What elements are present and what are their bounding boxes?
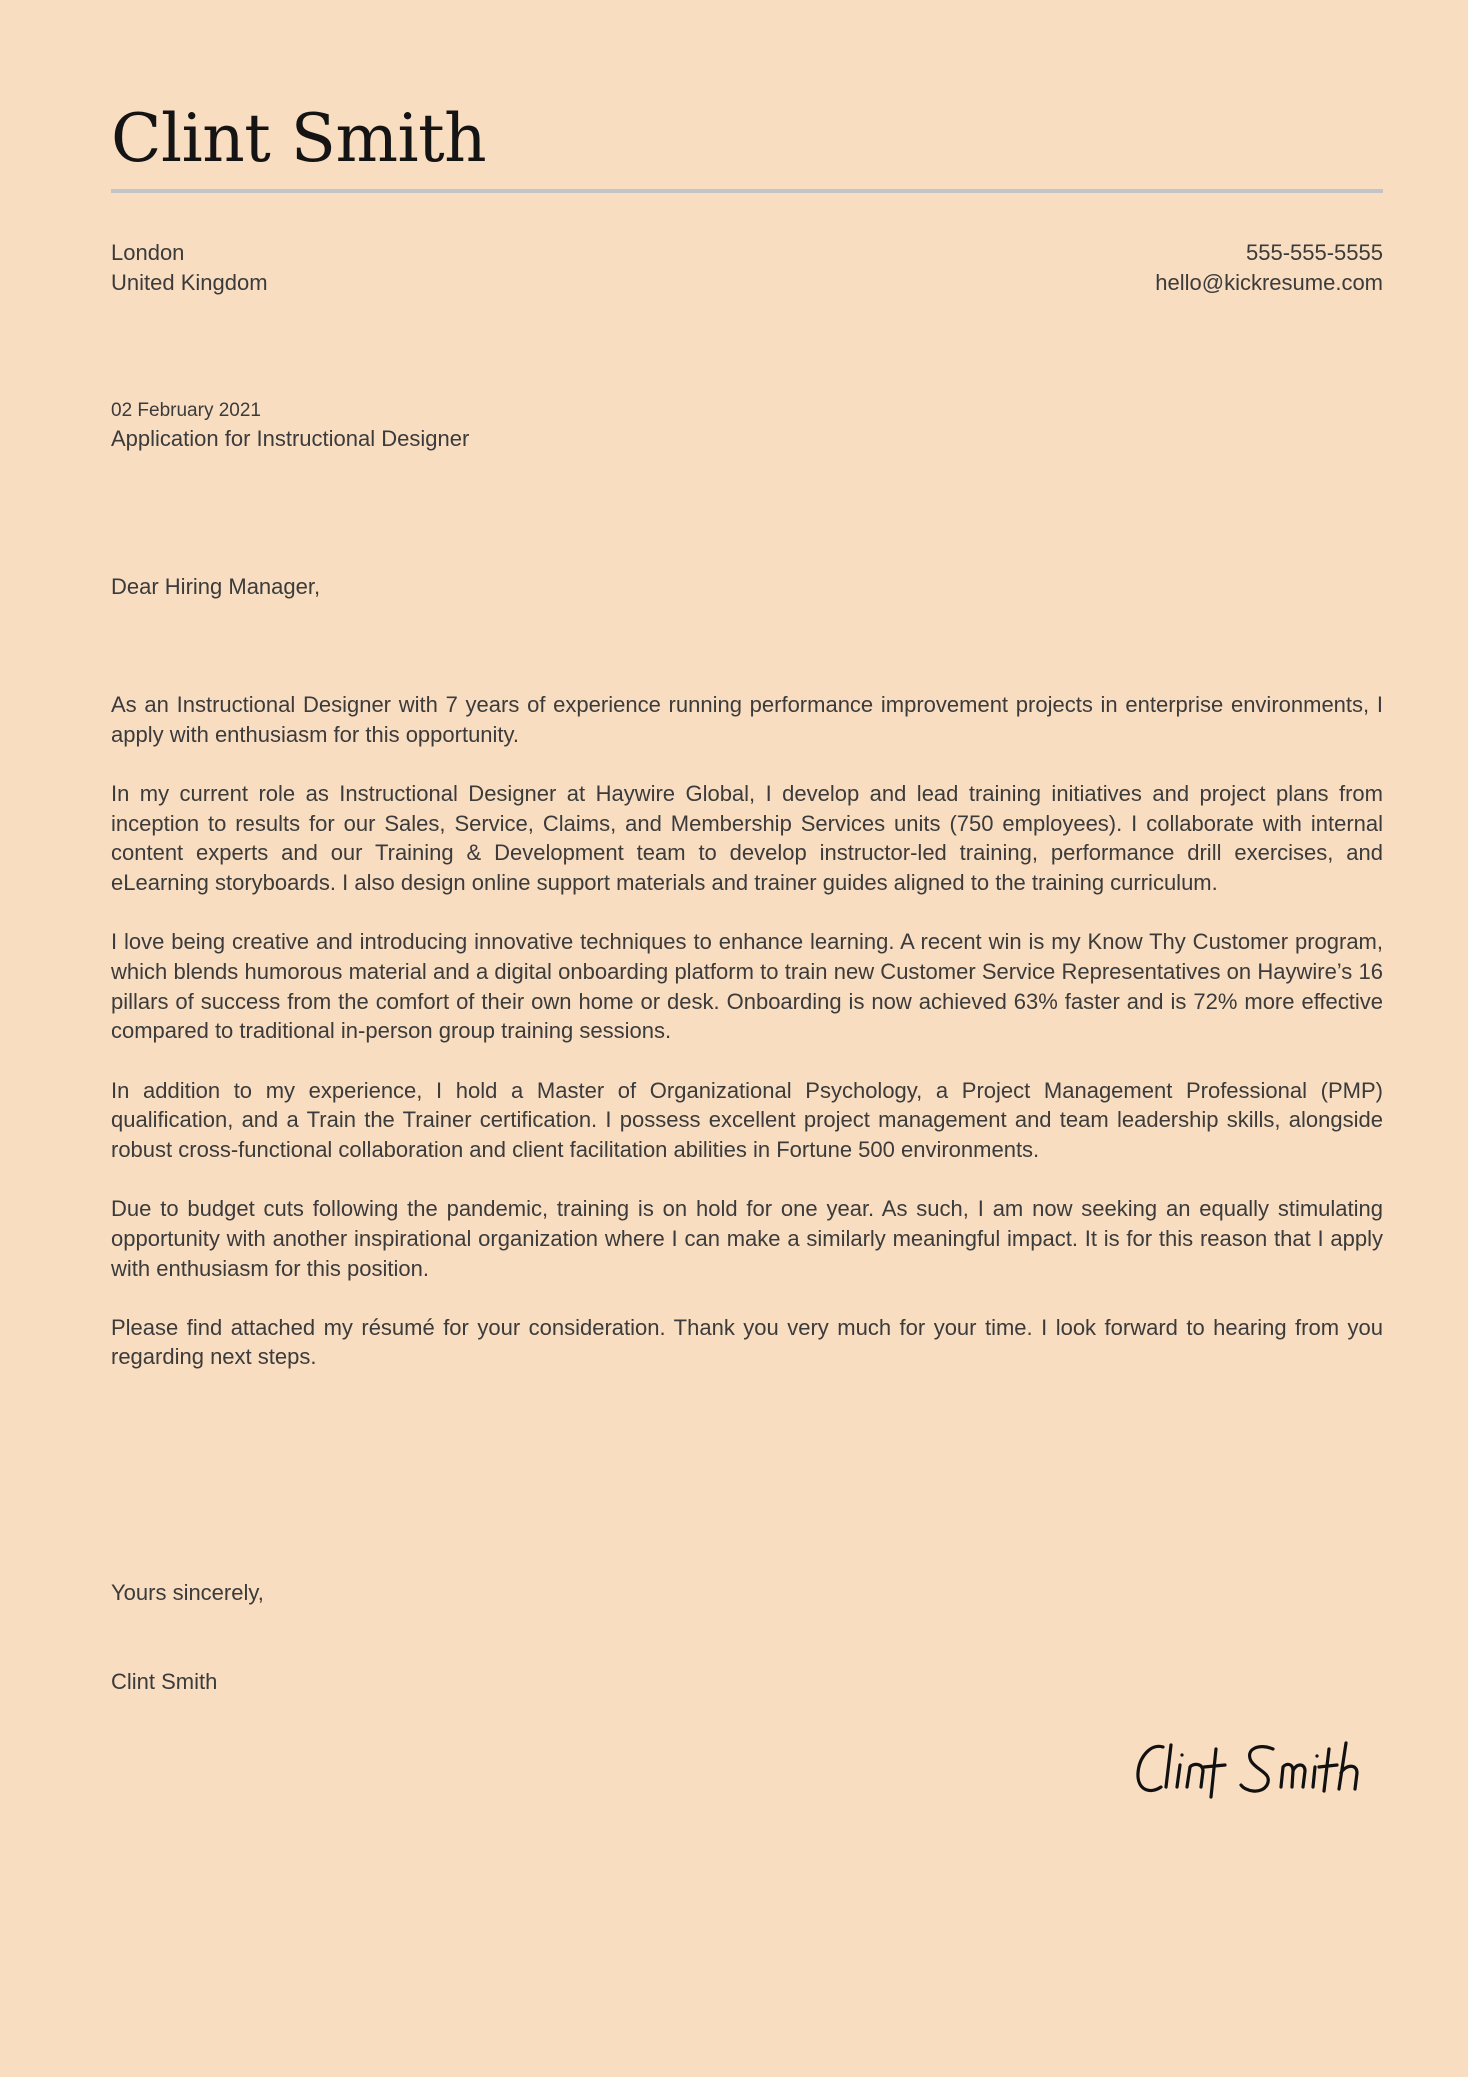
signature-graphic	[1133, 1735, 1383, 1805]
body-paragraph: Please find attached my résumé for your consideration. Thank you very much for your time. I look forward to hearing from you regarding next steps.	[111, 1314, 1383, 1370]
body-paragraph: Due to budget cuts following the pandemic, training is on hold for one year. As such, I am now seeking an equally stimulating opportunity with another inspirational organization where I can make a similarly meaningful impact. It is for this reason that I apply with enthusiasm for this position.	[111, 1196, 1383, 1281]
greeting: Dear Hiring Manager,	[111, 574, 321, 599]
address-block	[111, 238, 268, 298]
city: London	[111, 240, 185, 265]
body-paragraph: In my current role as Instructional Designer at Haywire Global, I develop and lead training initiatives and project plans from inception to results for our Sales, Service, Claims, and Membership Services units (750 employees). I collaborate with internal content experts and our Training & Development team to develop instructor-led training, performance drill exercises, and eLearning storyboards. I also design online support materials and trainer guides aligned to the training curriculum.	[111, 780, 1383, 896]
body-paragraph: In addition to my experience, I hold a Master of Organizational Psychology, a Project Management Professional (PMP) qualification, and a Train the Trainer certification. I possess excellent project management and team leadership skills, alongside robust cross-functional collaboration and client facilitation abilities in Fortune 500 environments.	[111, 1077, 1383, 1162]
handwritten-signature	[1133, 1735, 1383, 1805]
body-paragraph: As an Instructional Designer with 7 years of experience running performance improvement projects in enterprise environments, I apply with enthusiasm for this opportunity.	[111, 692, 1383, 747]
contact-block	[1155, 238, 1383, 298]
closing: Yours sincerely,	[111, 1580, 264, 1605]
signed-name: Clint Smith	[111, 1669, 218, 1694]
header-divider	[111, 189, 1383, 193]
country: United Kingdom	[111, 270, 268, 295]
letter-date: 02 February 2021	[111, 400, 261, 421]
phone-number: 555-555-5555	[1245, 240, 1383, 265]
letter-subject: Application for Instructional Designer	[111, 426, 470, 451]
body-paragraph: I love being creative and introducing innovative techniques to enhance learning. A recent win is my Know Thy Customer program, which blends humorous material and a digital onboarding platform to train new Customer Service Representatives on Haywire’s 16 pillars of success from the comfort of their own home or desk. Onboarding is now achieved 63% faster and is 72% more effective compared to traditional in-person group training sessions.	[111, 929, 1383, 1044]
applicant-name-heading: Clint Smith	[111, 100, 487, 177]
letter-body	[111, 690, 1383, 1402]
email-address: hello@kickresume.com	[1155, 270, 1383, 295]
letter-page	[111, 0, 1383, 2077]
